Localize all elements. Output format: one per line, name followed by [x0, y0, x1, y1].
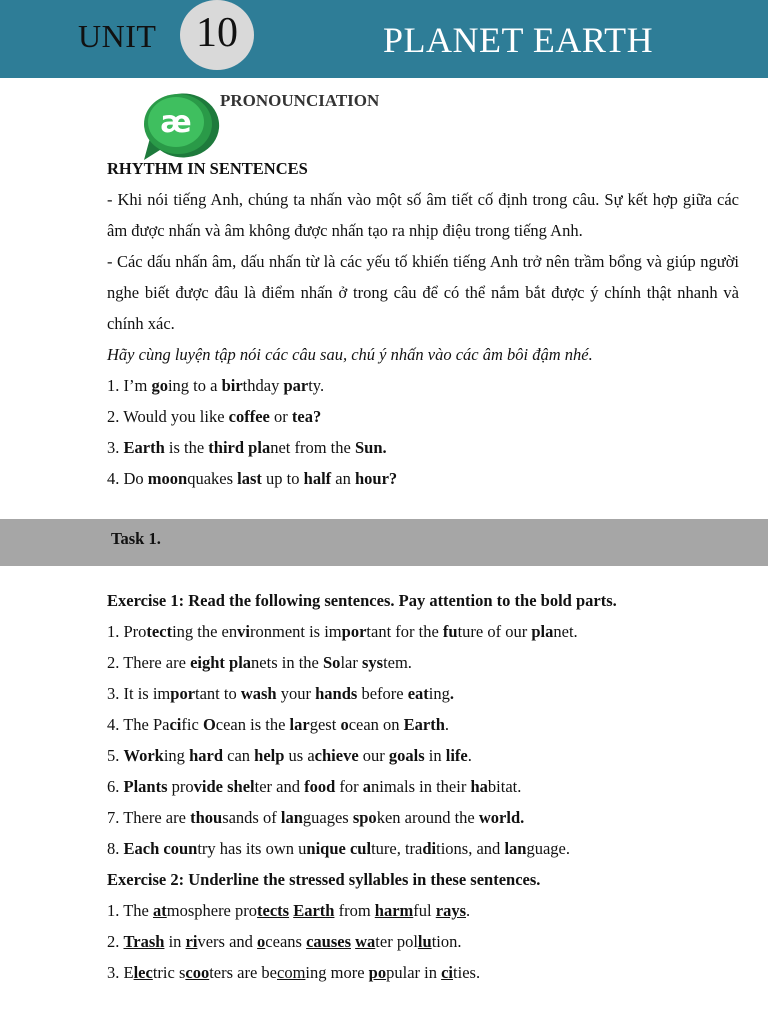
sentence-line: 6. Plants provide shelter and food for animals in their habitat. — [107, 777, 522, 796]
exercise-1-heading: Exercise 1: Read the following sentences. Pay attention to the bold parts. — [107, 591, 617, 610]
sentence-line: 2. Would you like coffee or tea? — [107, 407, 322, 426]
stressed-syllable: O — [202, 715, 216, 734]
stressed-syllable: hour? — [354, 469, 398, 488]
stressed-syllable: o — [340, 715, 349, 734]
stressed-syllable: tea? — [291, 407, 322, 426]
unit-header — [0, 0, 768, 78]
stressed-syllable: por — [341, 622, 367, 641]
stressed-syllable-underlined: ri — [185, 932, 198, 951]
stressed-syllable-underlined: lu — [417, 932, 432, 951]
pronunciation-label: PRONOUNCIATION — [220, 91, 380, 110]
stressed-syllable: hard — [189, 746, 223, 765]
stressed-syllable: sys — [361, 653, 384, 672]
exercise-2-sentence-list — [107, 895, 739, 988]
sentence-line: 3. Earth is the third planet from the Sun. — [107, 438, 387, 457]
stressed-syllable: hands — [315, 684, 358, 703]
sentence-line: 1. Protecting the environment is important for the future of our planet. — [107, 622, 578, 641]
sentence-line: 4. The Pacific Ocean is the largest ocean on Earth. — [107, 715, 450, 734]
stressed-syllable: pla — [531, 622, 554, 641]
stressed-syllable: Each coun — [123, 839, 198, 858]
stressed-syllable: a — [362, 777, 372, 796]
stressed-syllable: coffee — [228, 407, 270, 426]
stressed-syllable: Plants — [123, 777, 168, 796]
stressed-syllable: moon — [147, 469, 188, 488]
stressed-syllable: lan — [504, 839, 527, 858]
stressed-syllable: ci — [169, 715, 182, 734]
rhythm-paragraph-2: - Các dấu nhấn âm, dấu nhấn từ là các yếu tố khiến tiếng Anh trở nên trầm bổng và giúp người nghe biết được đâu là điểm nhấn ở trong câu để có thể nắm bắt được ý chính thật nhanh và chính xác. — [107, 252, 739, 333]
stressed-syllable: par — [283, 376, 309, 395]
stressed-syllable-underlined: com — [277, 963, 306, 982]
exercise-1-sentence-list — [107, 616, 739, 864]
svg-text:æ: æ — [160, 105, 192, 140]
rhythm-paragraph-1: - Khi nói tiếng Anh, chúng ta nhấn vào một số âm tiết cố định trong câu. Sự kết hợp giữa các âm được nhấn và âm không được nhấn tạo ra nhịp điệu trong tiếng Anh. — [107, 190, 739, 240]
stressed-syllable: help — [254, 746, 285, 765]
stressed-syllable: spo — [352, 808, 377, 827]
stressed-syllable: Work — [123, 746, 164, 765]
stressed-syllable: eat — [407, 684, 429, 703]
stressed-syllable: vide shel — [193, 777, 255, 796]
sentence-line: 5. Working hard can help us achieve our goals in life. — [107, 746, 472, 765]
stressed-syllable: food — [304, 777, 336, 796]
stressed-syllable: chieve — [314, 746, 359, 765]
stressed-syllable: lar — [289, 715, 310, 734]
stressed-syllable-underlined: lec — [133, 963, 153, 982]
stressed-syllable: life — [445, 746, 468, 765]
stressed-syllable: fu — [442, 622, 458, 641]
stressed-syllable: world. — [478, 808, 525, 827]
stressed-syllable: third pla — [208, 438, 271, 457]
unit-label: UNIT — [78, 18, 157, 54]
sentence-line: 1. The atmosphere protects Earth from harmful rays. — [107, 901, 471, 920]
stressed-syllable: di — [422, 839, 437, 858]
exercises-section — [107, 585, 739, 988]
stressed-syllable: last — [237, 469, 262, 488]
stressed-syllable: go — [151, 376, 168, 395]
exercise-2-heading: Exercise 2: Underline the stressed syllables in these sentences. — [107, 870, 541, 889]
stressed-syllable: tect — [146, 622, 173, 641]
task-bar — [0, 519, 768, 566]
stressed-syllable: bir — [221, 376, 243, 395]
unit-title: PLANET EARTH — [383, 20, 654, 60]
task-label: Task 1. — [111, 529, 161, 548]
stressed-syllable-underlined: po — [368, 963, 387, 982]
stressed-syllable-underlined: ci — [441, 963, 454, 982]
sentence-line: 4. Do moonquakes last up to half an hour? — [107, 469, 398, 488]
stressed-syllable: ha — [470, 777, 488, 796]
stressed-syllable-underlined: causes — [306, 932, 351, 951]
stressed-syllable: . — [449, 684, 454, 703]
stressed-syllable: wash — [240, 684, 277, 703]
stressed-syllable-underlined: Trash — [123, 932, 165, 951]
sentence-line: 2. Trash in rivers and oceans causes water pollution. — [107, 932, 462, 951]
stressed-syllable: lan — [280, 808, 303, 827]
stressed-syllable-underlined: wa — [355, 932, 376, 951]
stressed-syllable-underlined: coo — [185, 963, 210, 982]
stressed-syllable: por — [170, 684, 196, 703]
stressed-syllable: Earth — [403, 715, 445, 734]
stressed-syllable-underlined: o — [257, 932, 266, 951]
stressed-syllable: goals — [388, 746, 425, 765]
rhythm-heading: RHYTHM IN SENTENCES — [107, 159, 308, 178]
stressed-syllable: half — [303, 469, 332, 488]
rhythm-instruction: Hãy cùng luyện tập nói các câu sau, chú ý nhấn vào các âm bôi đậm nhé. — [107, 345, 593, 364]
stressed-syllable: Earth — [123, 438, 165, 457]
sentence-line: 1. I’m going to a birthday party. — [107, 376, 325, 395]
stressed-syllable-underlined: rays — [435, 901, 466, 920]
stressed-syllable: eight pla — [190, 653, 252, 672]
stressed-syllable: So — [323, 653, 341, 672]
sentence-line: 3. Electric scooters are becoming more popular in cities. — [107, 963, 481, 982]
stressed-syllable-underlined: Earth — [293, 901, 335, 920]
unit-number-badge: 10 — [180, 0, 254, 70]
stressed-syllable-underlined: at — [152, 901, 167, 920]
stressed-syllable: thou — [190, 808, 223, 827]
stressed-syllable: vi — [237, 622, 250, 641]
rhythm-section — [107, 153, 739, 494]
sentence-line: 2. There are eight planets in the Solar system. — [107, 653, 412, 672]
sentence-line: 7. There are thousands of languages spoken around the world. — [107, 808, 525, 827]
sentence-line: 3. It is important to wash your hands before eating. — [107, 684, 454, 703]
stressed-syllable: Sun. — [354, 438, 387, 457]
stressed-syllable: nique cul — [306, 839, 372, 858]
stressed-syllable-underlined: tects — [257, 901, 290, 920]
rhythm-sentence-list — [107, 370, 739, 494]
stressed-syllable-underlined: harm — [374, 901, 414, 920]
sentence-line: 8. Each country has its own unique culture, traditions, and language. — [107, 839, 570, 858]
